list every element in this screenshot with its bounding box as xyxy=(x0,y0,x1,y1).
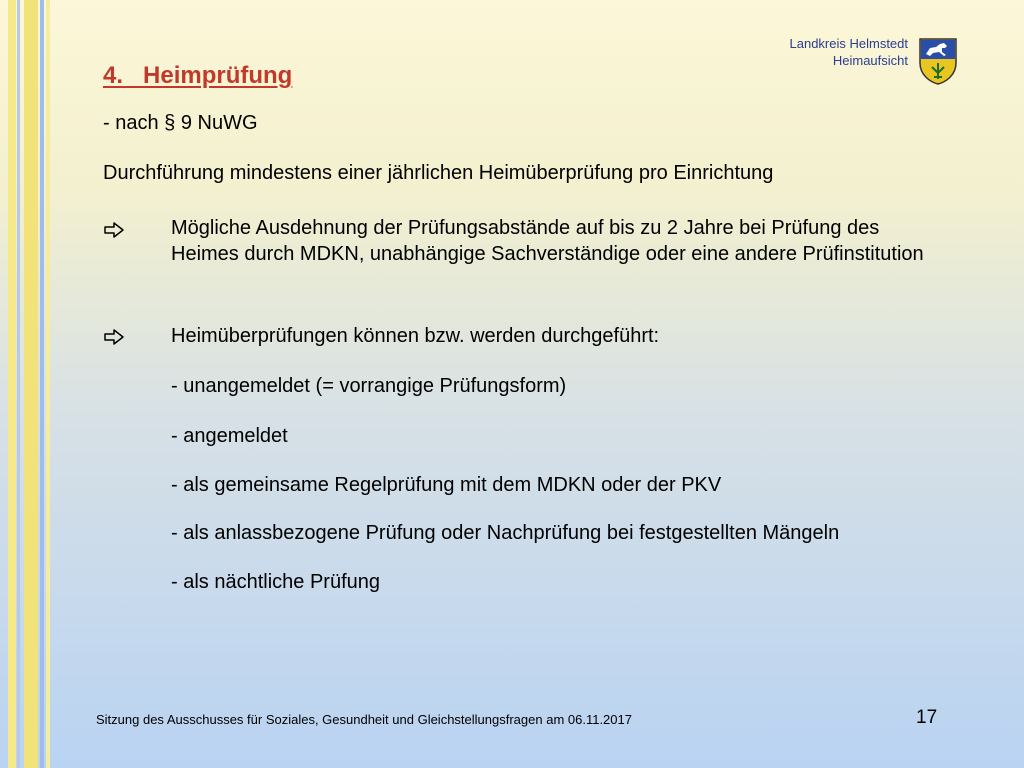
slide-title: 4. Heimprüfung xyxy=(103,62,293,89)
hollow-arrow-right-icon xyxy=(103,221,125,239)
organization-label xyxy=(790,35,909,69)
bullet-text: Mögliche Ausdehnung der Prüfungsabstände auf bis zu 2 Jahre bei Prüfung des Heimes durch MDKN, unabhängige Sachverständige oder eine andere Prüfinstitution xyxy=(171,217,924,265)
decorative-side-stripes xyxy=(0,0,60,768)
list-item: - als gemeinsame Regelprüfung mit dem MDKN oder der PKV xyxy=(171,474,722,496)
org-department: Heimaufsicht xyxy=(832,53,908,68)
list-item: - angemeldet xyxy=(171,425,288,447)
list-item: - als nächtliche Prüfung xyxy=(171,571,381,593)
legal-basis: - nach § 9 NuWG xyxy=(103,112,258,134)
hollow-arrow-right-icon xyxy=(103,328,125,346)
footer-meeting-text: Sitzung des Ausschusses für Soziales, Gesundheit und Gleichstellungsfragen am 06.11.2017 xyxy=(96,712,632,727)
org-name: Landkreis Helmstedt xyxy=(789,36,908,51)
list-item: - unangemeldet (= vorrangige Prüfungsform) xyxy=(171,375,567,397)
bullet-text: Heimüberprüfungen können bzw. werden durchgeführt: xyxy=(171,325,660,347)
coat-of-arms-horse-icon xyxy=(918,37,958,85)
list-item: - als anlassbezogene Prüfung oder Nachprüfung bei festgestellten Mängeln xyxy=(171,522,840,544)
intro-text: Durchführung mindestens einer jährlichen Heimüberprüfung pro Einrichtung xyxy=(103,162,774,184)
page-number: 17 xyxy=(916,707,938,728)
